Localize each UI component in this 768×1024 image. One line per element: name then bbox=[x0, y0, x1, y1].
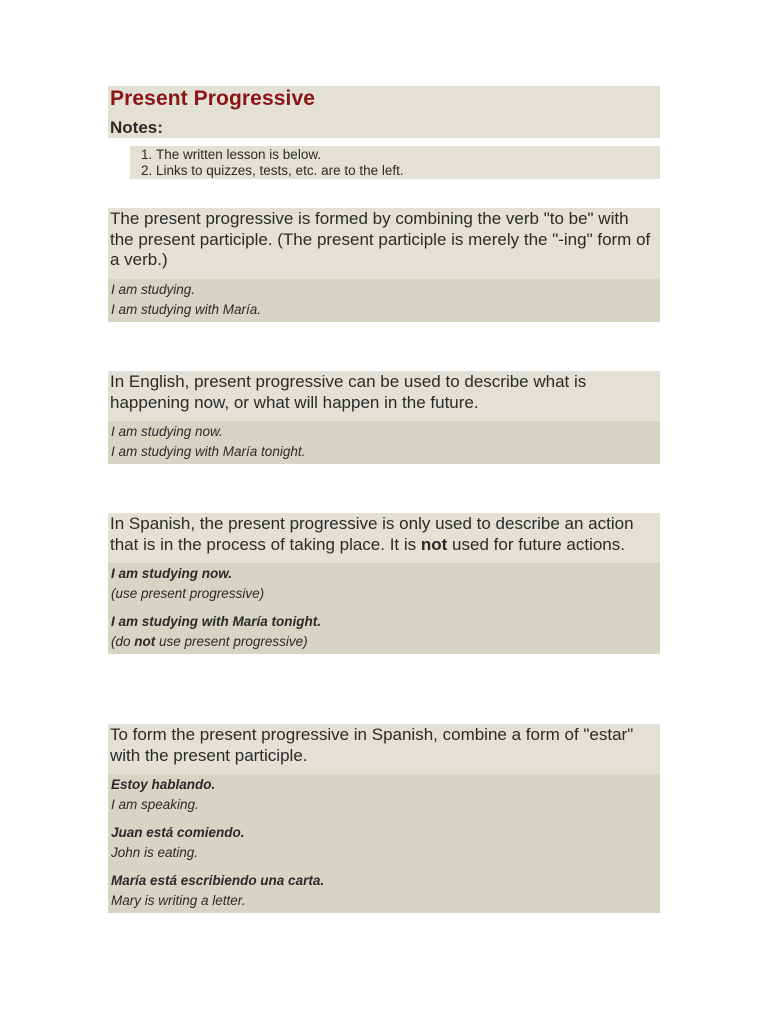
english-translation: John is eating. bbox=[111, 845, 199, 860]
example-box bbox=[108, 563, 660, 654]
notes-list bbox=[130, 146, 660, 179]
section-english-usage bbox=[108, 371, 660, 464]
note-emphasis: not bbox=[134, 634, 156, 649]
section-spanish-formation bbox=[108, 724, 660, 913]
note-text: (do bbox=[111, 634, 135, 649]
example-box bbox=[108, 421, 660, 464]
note-text: use present progressive) bbox=[155, 634, 308, 649]
example-sentence: I am studying now. bbox=[111, 424, 223, 439]
section-lead: The present progressive is formed by combining the verb "to be" with the present participle. (The present participle is merely the "-ing" form of a verb.) bbox=[108, 208, 660, 279]
example-box bbox=[108, 279, 660, 322]
spanish-example: María está escribiendo una carta. bbox=[111, 873, 325, 888]
example-note bbox=[111, 632, 658, 652]
section-lead bbox=[108, 513, 660, 563]
example-sentence: I am studying with María tonight. bbox=[111, 444, 306, 459]
example-sentence: I am studying with María tonight. bbox=[111, 614, 322, 629]
spanish-example: Juan está comiendo. bbox=[111, 825, 245, 840]
section-spanish-usage bbox=[108, 513, 660, 654]
section-lead: To form the present progressive in Spanish, combine a form of "estar" with the present participle. bbox=[108, 724, 660, 774]
example-note: (use present progressive) bbox=[111, 586, 265, 601]
note-item: 1. The written lesson is below. bbox=[156, 147, 660, 163]
lead-emphasis: not bbox=[420, 534, 448, 554]
section-lead: In English, present progressive can be used to describe what is happening now, or what will happen in the future. bbox=[108, 371, 660, 421]
section-formation bbox=[108, 208, 660, 322]
note-item: 2. Links to quizzes, tests, etc. are to the left. bbox=[156, 163, 660, 179]
lead-text: used for future actions. bbox=[447, 534, 625, 554]
example-box bbox=[108, 774, 660, 913]
page-title: Present Progressive bbox=[110, 87, 316, 110]
example-sentence: I am studying now. bbox=[111, 566, 233, 581]
lesson-header bbox=[108, 86, 660, 138]
example-sentence: I am studying with María. bbox=[111, 301, 262, 317]
example-sentence: I am studying. bbox=[111, 281, 196, 297]
spanish-example: Estoy hablando. bbox=[111, 777, 216, 792]
notes-heading: Notes: bbox=[110, 118, 163, 137]
english-translation: Mary is writing a letter. bbox=[111, 893, 246, 908]
lead-text: In Spanish, the present progressive is only used to describe an action that is in the process of taking place. It is bbox=[110, 514, 634, 554]
english-translation: I am speaking. bbox=[111, 797, 199, 812]
